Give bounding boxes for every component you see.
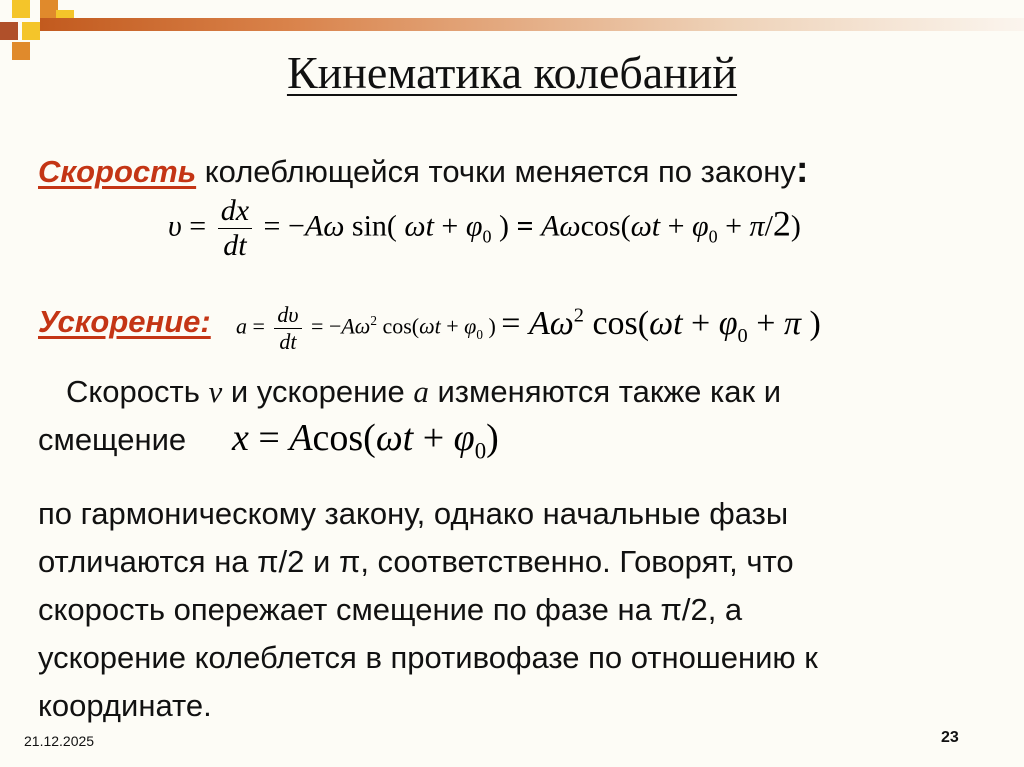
header-bar xyxy=(40,18,1024,31)
footer-date: 21.12.2025 xyxy=(24,733,95,749)
velocity-formula: υ = $\frac{dx}{dt}$ = −Aω sin( $\omega t + \varphi_0$ ) = $A\omega\cos(\omega t + \varphi_0 + \pi/2)$ xyxy=(168,194,801,262)
paragraph-2-line: по гармоническому закону, однако начальные фазы xyxy=(38,496,789,531)
acceleration-keyword: Ускорение: xyxy=(38,304,211,339)
para1-text-a: Скорость xyxy=(66,374,209,409)
displacement-formula: $x = Acos(\omega t + \varphi_0)$ xyxy=(232,417,499,464)
fraction-dx-dt: $\frac{dx}{dt}$ xyxy=(218,194,252,263)
slide-title-text: Кинематика колебаний xyxy=(286,47,738,98)
velocity-line xyxy=(38,150,809,192)
paragraph-2-line: скорость опережает смещение по фазе на π/2, а xyxy=(38,592,743,627)
decor-square xyxy=(12,0,30,18)
paragraph-1-line-1 xyxy=(66,372,781,412)
paragraph-2-line: отличаются на π/2 и π, соответственно. Говорят, что xyxy=(38,544,794,579)
decor-square xyxy=(0,22,18,40)
para1-text-c: изменяются также как и xyxy=(428,374,782,409)
velocity-colon: : xyxy=(795,149,809,191)
paragraph-2-line: координате. xyxy=(38,688,212,723)
velocity-text: колеблющейся точки меняется по закону xyxy=(196,154,796,189)
decor-square xyxy=(22,22,40,40)
symbol-a: a xyxy=(413,374,429,409)
acceleration-line xyxy=(38,302,211,342)
para1-text-b: и ускорение xyxy=(222,374,414,409)
slide-title xyxy=(0,46,1024,99)
symbol-v: v xyxy=(208,374,223,409)
paragraph-1-line-2 xyxy=(38,420,186,460)
page-number: 23 xyxy=(941,729,959,746)
para1-text-smeschenie: смещение xyxy=(38,422,187,457)
paragraph-2 xyxy=(38,490,818,730)
acceleration-formula: a = $\frac{d\upsilon}{dt}$ = $-A\omega^2$ $\cos(\omega t + \varphi_0$ ) = $A\omega^2$ $\cos(\omega t + \varphi_0 + \pi$ ) xyxy=(236,302,821,354)
velocity-keyword: Скорость xyxy=(38,154,197,189)
fraction-dv-dt: $\frac{d\upsilon}{dt}$ xyxy=(274,302,301,355)
paragraph-2-line: ускорение колеблется в противофазе по отношению к xyxy=(38,640,818,675)
